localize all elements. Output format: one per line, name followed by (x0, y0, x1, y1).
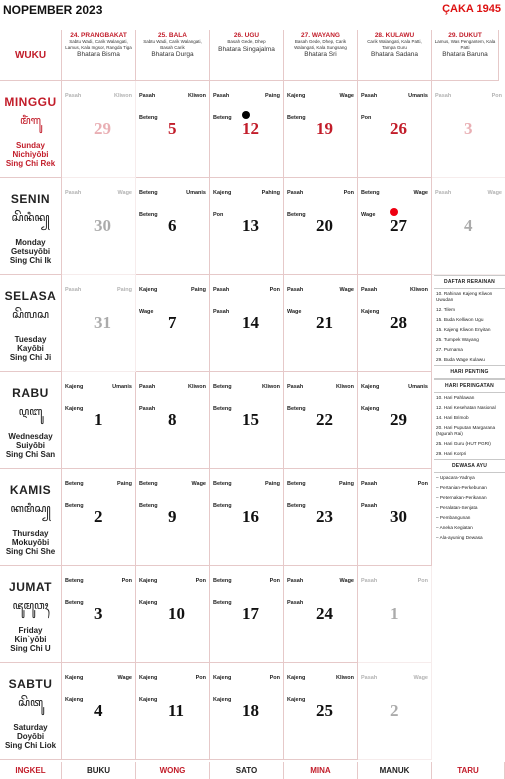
date-number: 26 (390, 119, 407, 138)
date-number: 8 (168, 410, 177, 429)
date-number: 29 (390, 410, 407, 429)
week-number: 24. PRANGBAKAT (70, 32, 127, 39)
pasaran-left: Kajeng (287, 93, 306, 99)
date-cell[interactable] (432, 178, 505, 275)
pasaran-left: Pasah (361, 287, 378, 293)
day-name: MINGGU (4, 95, 57, 109)
sidebar-item: 15. Kajeng Kliwon Enyitan (436, 327, 491, 332)
date-cell[interactable] (284, 275, 358, 372)
sidebar-item: 29. Buda Wage Kulawu (436, 357, 485, 362)
pasaran-left: Pasah (361, 675, 378, 681)
pasaran-right: Kliwon (409, 287, 428, 293)
footer-label: MANUK (358, 762, 432, 779)
wewaran-mid: Kajeng (287, 697, 306, 703)
pasaran-left: Pasah (287, 287, 304, 293)
wewaran-mid: Kajeng (139, 697, 158, 703)
date-number: 23 (316, 507, 333, 526)
date-cell[interactable] (358, 372, 432, 469)
wewaran-mid: Beteng (213, 406, 232, 412)
week-header (62, 30, 136, 81)
pasaran-left: Beteng (361, 190, 380, 196)
sidebar-item: – Pertanian-Perkebunan (436, 485, 487, 490)
date-number: 5 (168, 119, 177, 138)
date-cell[interactable] (358, 469, 432, 566)
date-cell[interactable] (62, 275, 136, 372)
week-number: 29. DUKUT (448, 32, 482, 39)
wuku-label: WUKU (0, 30, 62, 81)
day-label-senin (0, 178, 62, 275)
day-chinese: Sing Chi U (10, 644, 51, 653)
wewaran-mid: Pon (361, 115, 372, 121)
wewaran-mid: Pon (213, 212, 224, 218)
date-cell[interactable] (136, 663, 210, 760)
week-number: 26. UGU (233, 32, 260, 39)
day-name: KAMIS (9, 483, 52, 497)
date-cell[interactable] (210, 566, 284, 663)
day-chinese: Sing Chi She (5, 547, 56, 556)
day-english: Friday (18, 626, 43, 635)
wewaran-mid: Beteng (139, 115, 158, 121)
pasaran-right: Pon (343, 190, 354, 196)
footer-label: TARU (432, 762, 505, 779)
pasaran-left: Kajeng (65, 675, 84, 681)
date-cell[interactable] (136, 178, 210, 275)
date-number: 3 (464, 119, 473, 138)
pasaran-right: Kliwon (187, 93, 206, 99)
day-english: Saturday (13, 723, 48, 732)
pasaran-left: Kajeng (361, 384, 380, 390)
pasaran-left: Beteng (139, 481, 158, 487)
date-cell[interactable] (210, 81, 284, 178)
pasaran-left: Kajeng (139, 675, 158, 681)
date-number: 30 (390, 507, 407, 526)
pasaran-right: Umanis (112, 384, 132, 390)
date-cell[interactable] (284, 178, 358, 275)
saka-year: ÇAKA 1945 (442, 3, 501, 15)
wewaran-mid: Kajeng (361, 309, 380, 315)
date-cell[interactable] (210, 275, 284, 372)
day-javanese-script: ꦱꦼꦭꦱ (11, 308, 50, 321)
date-number: 2 (390, 701, 399, 720)
date-cell[interactable] (62, 372, 136, 469)
day-label-jumat (0, 566, 62, 663)
date-number: 4 (94, 701, 103, 720)
date-cell[interactable] (358, 275, 432, 372)
pasaran-left: Pasah (361, 481, 378, 487)
wewaran-mid: Wage (139, 309, 154, 315)
pasaran-right: Pon (195, 578, 206, 584)
pasaran-right: Kliwon (187, 384, 206, 390)
sidebar-item: – Ala-ayuning Dewasa (436, 535, 483, 540)
day-label-sabtu (0, 663, 62, 760)
date-number: 3 (94, 604, 103, 623)
wewaran-mid: Beteng (287, 406, 306, 412)
day-label-kamis (0, 469, 62, 566)
pasaran-right: Kliwon (335, 675, 354, 681)
day-name: JUMAT (9, 580, 52, 594)
day-english: Thursday (12, 529, 49, 538)
sidebar-item: – Peralatan-Senjata (436, 505, 478, 510)
day-javanese-script: ꦱꦼꦤꦶꦤ꧀ (11, 211, 50, 224)
pasaran-left: Pasah (65, 93, 82, 99)
wewaran-mid: Pasah (213, 309, 230, 315)
pasaran-right: Pon (269, 675, 280, 681)
date-number: 6 (168, 216, 177, 235)
date-number: 17 (242, 604, 259, 623)
day-javanese-script: ꦉꦧꦸ (18, 405, 43, 418)
pasaran-right: Paing (265, 93, 280, 99)
pasaran-left: Beteng (139, 190, 158, 196)
date-cell[interactable] (284, 372, 358, 469)
pasaran-left: Beteng (213, 384, 232, 390)
sidebar-section-title: DEWASA AYU (434, 459, 505, 473)
date-number: 31 (94, 313, 111, 332)
date-number: 14 (242, 313, 259, 332)
pasaran-right: Pon (417, 481, 428, 487)
wewaran-mid: Beteng (213, 115, 232, 121)
pasaran-left: Beteng (65, 578, 84, 584)
pasaran-right: Paing (265, 481, 280, 487)
day-english: Monday (15, 238, 46, 247)
date-cell[interactable] (62, 566, 136, 663)
pasaran-left: Kajeng (213, 190, 232, 196)
week-header (136, 30, 210, 81)
pasaran-left: Pasah (139, 384, 156, 390)
pasaran-right: Pon (269, 287, 280, 293)
week-bhatara: Bhatara Durga (151, 51, 194, 58)
wewaran-mid: Pasah (361, 503, 378, 509)
pasaran-left: Pasah (65, 287, 82, 293)
sidebar-item: 20. Hari Puputan Margarana (Ngurah Rai) (436, 425, 496, 436)
date-cell[interactable] (284, 81, 358, 178)
day-javanese-script: ꦩꦶꦁꦒꦸ (20, 114, 41, 127)
pasaran-right: Wage (487, 190, 502, 196)
week-header (284, 30, 358, 81)
date-cell[interactable] (62, 663, 136, 760)
pasaran-left: Pasah (435, 190, 452, 196)
week-bhatara: Bhatara Baruna (442, 51, 488, 58)
purnama-icon (390, 208, 398, 216)
date-number: 11 (168, 701, 185, 720)
day-japanese: Nichiyōbi (12, 150, 49, 159)
date-number: 19 (316, 119, 333, 138)
wewaran-mid: Pasah (287, 600, 304, 606)
footer-label: INGKEL (0, 762, 62, 779)
sidebar-item: – Upacara-Yadnya (436, 475, 475, 480)
day-javanese-script: ꦏꦩꦶꦱ꧀ (10, 502, 51, 515)
wewaran-mid: Kajeng (65, 697, 84, 703)
day-japanese: Doyōbi (16, 732, 45, 741)
pasaran-right: Wage (117, 190, 132, 196)
day-japanese: Mokuyōbi (11, 538, 50, 547)
date-number: 10 (168, 604, 185, 623)
wewaran-mid: Wage (361, 212, 376, 218)
date-number: 12 (242, 119, 259, 138)
pasaran-right: Pon (417, 578, 428, 584)
pasaran-right: Wage (117, 675, 132, 681)
pasaran-left: Pasah (287, 190, 304, 196)
wewaran-mid: Kajeng (361, 406, 380, 412)
day-japanese: Suiyōbi (16, 441, 45, 450)
sidebar-item: 27. Purnama (436, 347, 463, 352)
date-number: 2 (94, 507, 103, 526)
pasaran-left: Beteng (287, 481, 306, 487)
day-chinese: Sing Chi Rek (5, 159, 56, 168)
day-chinese: Sing Chi Liok (4, 741, 57, 750)
sidebar-item: 10. Hari Pahlawan (436, 395, 475, 400)
sidebar-item: 25. Hari Guru (HUT PGRI) (436, 441, 491, 446)
wewaran-mid: Beteng (213, 503, 232, 509)
day-english: Sunday (16, 141, 45, 150)
week-header (210, 30, 284, 81)
date-cell[interactable] (210, 469, 284, 566)
sidebar-item: – Pembangunan (436, 515, 471, 520)
date-number: 4 (464, 216, 473, 235)
date-cell[interactable] (210, 663, 284, 760)
date-cell[interactable] (62, 178, 136, 275)
date-cell[interactable] (136, 469, 210, 566)
pasaran-left: Pasah (65, 190, 82, 196)
sidebar-item: 14. Hari Brimob (436, 415, 469, 420)
date-number: 20 (316, 216, 333, 235)
pasaran-left: Beteng (65, 481, 84, 487)
footer-label: MINA (284, 762, 358, 779)
day-chinese: Sing Chi Ji (9, 353, 52, 362)
week-notes: Carik Walangati, Kala Patti, Tampa Guru (367, 39, 422, 50)
date-number: 24 (316, 604, 333, 623)
day-name: SABTU (8, 677, 53, 691)
day-label-selasa (0, 275, 62, 372)
week-bhatara: Bhatara Sri (304, 51, 337, 58)
date-cell[interactable] (136, 566, 210, 663)
date-cell[interactable] (62, 469, 136, 566)
sidebar-item: 12. Hari Kesehatan Nasional (436, 405, 496, 410)
day-english: Wednesday (8, 432, 53, 441)
week-number: 28. KULAWU (374, 32, 415, 39)
day-javanese-script: ꦱꦼꦠꦸ (18, 696, 43, 709)
pasaran-right: Pon (121, 578, 132, 584)
date-number: 15 (242, 410, 259, 429)
pasaran-right: Paing (339, 481, 354, 487)
wewaran-mid: Beteng (287, 503, 306, 509)
sidebar-section-title: HARI PENTING (434, 365, 505, 379)
pasaran-left: Kajeng (139, 287, 158, 293)
date-number: 21 (316, 313, 333, 332)
date-cell[interactable] (358, 566, 432, 663)
date-number: 25 (316, 701, 333, 720)
date-number: 1 (390, 604, 399, 623)
day-name: RABU (12, 386, 49, 400)
week-notes: Sabtu Wadi, Carik Walangati, Basah Carik (143, 39, 202, 50)
week-notes: Lamus, Was Pengantem, Kala Patti (434, 39, 496, 50)
pasaran-left: Pasah (361, 93, 378, 99)
sidebar-item: 10. Rahinan Kajeng Kliwon Uwudan (436, 291, 493, 302)
pasaran-right: Wage (413, 190, 428, 196)
sidebar-item: – Aneka Kegiatan (436, 525, 473, 530)
sidebar-item: 29. Hari Korpri (436, 451, 467, 456)
wewaran-mid: Kajeng (139, 600, 158, 606)
sidebar-item: – Peternakan-Perikanan (436, 495, 487, 500)
week-notes: Basah Gede, Dhep, Carik Walangati, Kala Sungsang (294, 39, 347, 50)
sidebar-item: 12. Tilem (436, 307, 456, 312)
pasaran-left: Pasah (213, 93, 230, 99)
day-chinese: Sing Chi San (5, 450, 56, 459)
pasaran-right: Kliwon (113, 93, 132, 99)
date-cell[interactable] (210, 178, 284, 275)
wewaran-mid: Beteng (287, 212, 306, 218)
footer-label: WONG (136, 762, 210, 779)
pasaran-left: Kajeng (139, 578, 158, 584)
date-cell[interactable] (284, 663, 358, 760)
wewaran-mid: Beteng (139, 503, 158, 509)
pasaran-right: Wage (413, 675, 428, 681)
pasaran-right: Pon (491, 93, 502, 99)
month-title: NOPEMBER 2023 (3, 3, 103, 17)
wewaran-mid: Beteng (287, 115, 306, 121)
date-number: 29 (94, 119, 111, 138)
date-cell[interactable] (358, 663, 432, 760)
date-cell[interactable] (136, 275, 210, 372)
day-chinese: Sing Chi Ik (9, 256, 52, 265)
date-cell[interactable] (358, 81, 432, 178)
wewaran-mid: Pasah (139, 406, 156, 412)
date-cell[interactable] (284, 469, 358, 566)
pasaran-right: Paing (117, 481, 132, 487)
pasaran-right: Paing (117, 287, 132, 293)
wewaran-mid: Kajeng (213, 697, 232, 703)
sidebar-item: 15. Buda Kelliwon Ugu (436, 317, 484, 322)
sidebar-item: 25. Tumpek Wayang (436, 337, 479, 342)
pasaran-left: Pasah (361, 578, 378, 584)
pasaran-right: Pon (269, 578, 280, 584)
date-number: 28 (390, 313, 407, 332)
week-bhatara: Bhatara Bisma (77, 51, 120, 58)
week-bhatara: Bhatara Singajalma (218, 45, 275, 53)
week-header (358, 30, 432, 81)
pasaran-left: Beteng (213, 578, 232, 584)
day-japanese: Kayōbi (17, 344, 44, 353)
pasaran-right: Wage (339, 287, 354, 293)
pasaran-left: Kajeng (213, 675, 232, 681)
tilem-icon (242, 111, 250, 119)
pasaran-right: Kliwon (335, 384, 354, 390)
pasaran-right: Wage (191, 481, 206, 487)
date-cell[interactable] (358, 178, 432, 275)
pasaran-left: Pasah (435, 93, 452, 99)
pasaran-left: Pasah (213, 287, 230, 293)
pasaran-right: Pon (195, 675, 206, 681)
day-label-minggu (0, 81, 62, 178)
pasaran-left: Pasah (139, 93, 156, 99)
wewaran-mid: Wage (287, 309, 302, 315)
date-cell[interactable] (136, 81, 210, 178)
week-number: 25. BALA (158, 32, 187, 39)
date-cell[interactable] (432, 81, 505, 178)
date-cell[interactable] (284, 566, 358, 663)
wewaran-mid: Beteng (213, 600, 232, 606)
pasaran-right: Paing (191, 287, 206, 293)
date-cell[interactable] (136, 372, 210, 469)
footer-label: BUKU (62, 762, 136, 779)
date-number: 9 (168, 507, 177, 526)
pasaran-left: Pasah (287, 384, 304, 390)
pasaran-right: Wage (339, 93, 354, 99)
week-bhatara: Bhatara Sadana (371, 51, 418, 58)
date-number: 18 (242, 701, 259, 720)
sidebar-section-title: HARI PERINGATAN (434, 379, 505, 393)
pasaran-right: Wage (339, 578, 354, 584)
pasaran-left: Kajeng (287, 675, 306, 681)
date-number: 16 (242, 507, 259, 526)
day-name: SELASA (4, 289, 57, 303)
week-number: 27. WAYANG (301, 32, 340, 39)
day-label-rabu (0, 372, 62, 469)
date-number: 30 (94, 216, 111, 235)
pasaran-left: Pasah (287, 578, 304, 584)
sidebar-panel (434, 275, 505, 543)
pasaran-left: Kajeng (65, 384, 84, 390)
pasaran-right: Umanis (408, 93, 428, 99)
date-number: 13 (242, 216, 259, 235)
week-notes: Sabtu Wadi, Carik Walangati, Lamus, Kala Ingsor, Rangda Tiga (65, 39, 132, 50)
date-number: 7 (168, 313, 177, 332)
pasaran-right: Kliwon (261, 384, 280, 390)
date-number: 1 (94, 410, 103, 429)
week-notes: Basah Gede, Dhep (227, 39, 266, 44)
week-header (432, 30, 499, 81)
pasaran-left: Beteng (213, 481, 232, 487)
date-cell[interactable] (62, 81, 136, 178)
date-number: 27 (390, 216, 407, 235)
day-japanese: Getsuyōbi (10, 247, 51, 256)
pasaran-right: Umanis (186, 190, 206, 196)
sidebar-section-title: DAFTAR RERAINAN (434, 275, 505, 289)
wewaran-mid: Kajeng (65, 406, 84, 412)
footer-label: SATO (210, 762, 284, 779)
day-japanese: Kin`yōbi (14, 635, 47, 644)
day-english: Tuesday (14, 335, 47, 344)
day-name: SENIN (10, 192, 51, 206)
date-number: 22 (316, 410, 333, 429)
day-javanese-script: ꦗꦸꦩꦸꦮꦃ (12, 599, 49, 612)
wewaran-mid: Beteng (65, 503, 84, 509)
pasaran-right: Pahing (261, 190, 280, 196)
pasaran-right: Umanis (408, 384, 428, 390)
wewaran-mid: Beteng (65, 600, 84, 606)
wewaran-mid: Beteng (139, 212, 158, 218)
date-cell[interactable] (210, 372, 284, 469)
